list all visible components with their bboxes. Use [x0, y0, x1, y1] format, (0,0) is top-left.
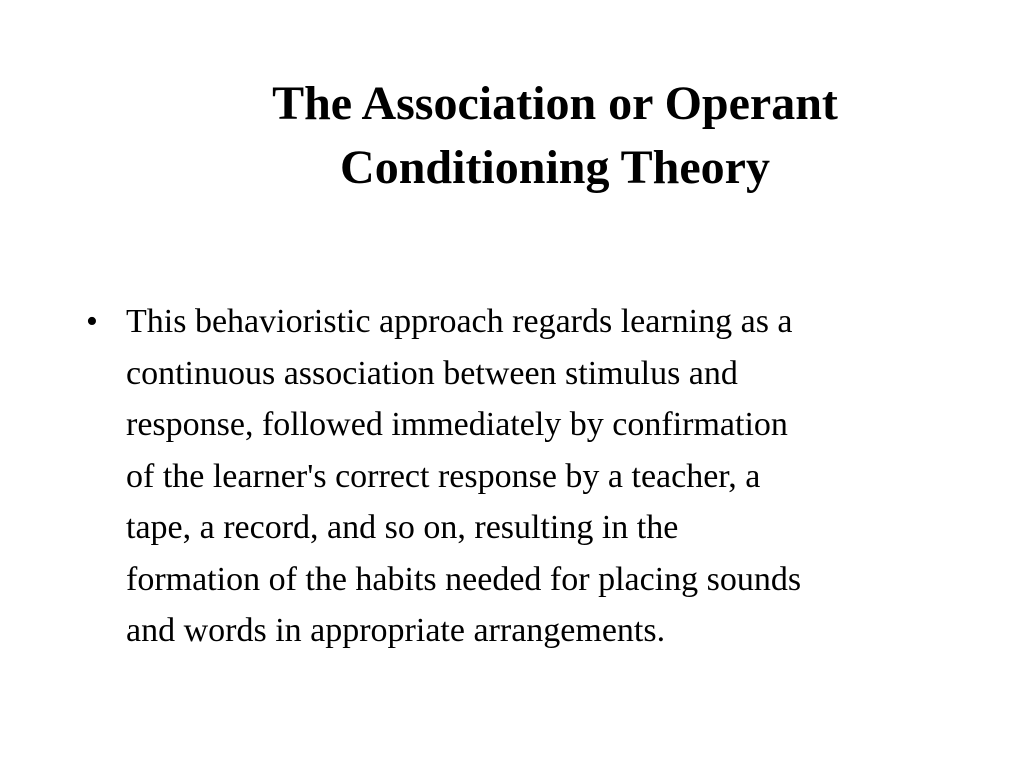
bullet-text-line: formation of the habits needed for placing sounds: [126, 560, 802, 598]
slide-title-line: The Association or Operant: [272, 77, 838, 130]
bullet-text-line: continuous association between stimulus and: [126, 354, 738, 392]
bullet-text-line: and words in appropriate arrangements.: [126, 612, 666, 649]
bullet-text-line: This behavioristic approach regards learning as a: [126, 303, 793, 340]
slide-title-line: Conditioning Theory: [340, 141, 770, 194]
bullet-list: [84, 296, 984, 657]
slide-title: [90, 72, 1020, 200]
bullet-text-line: tape, a record, and so on, resulting in the: [126, 509, 679, 546]
bullet-text-line: response, followed immediately by confirmation: [126, 406, 788, 443]
bullet-item: [84, 296, 984, 657]
bullet-text-line: of the learner's correct response by a teacher, a: [126, 457, 761, 495]
bullet-icon: •: [86, 303, 98, 340]
